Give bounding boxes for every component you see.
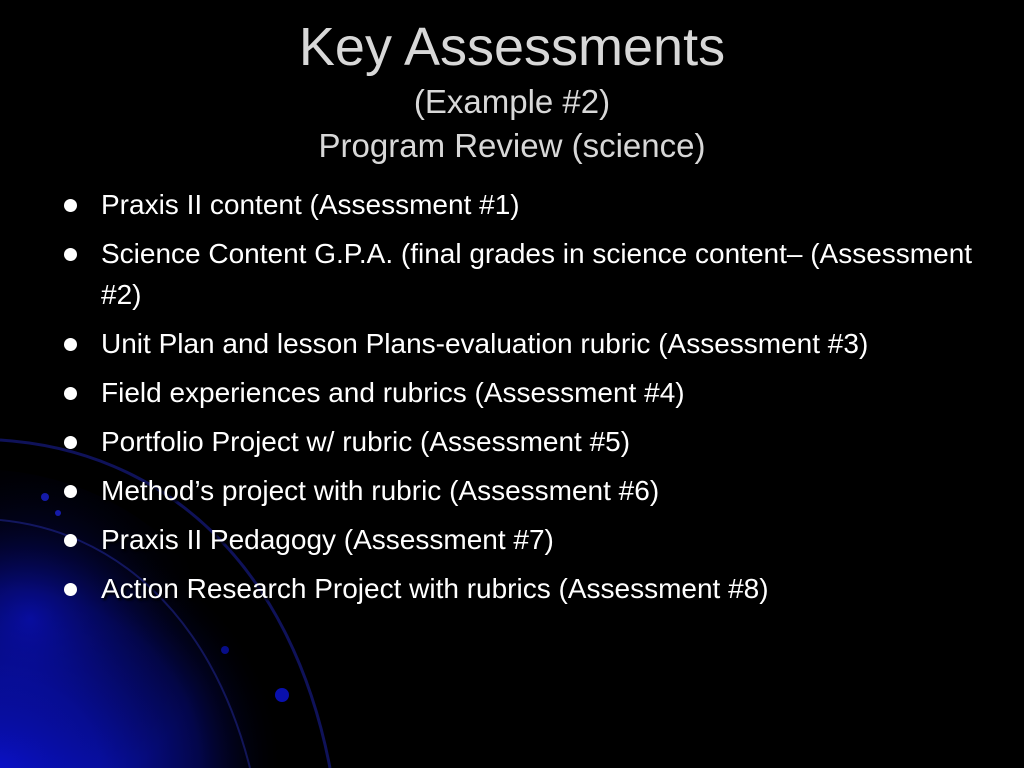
bullet-item [60,372,980,413]
bullet-item [60,421,980,462]
bullet-text: Unit Plan and lesson Plans-evaluation rubric (Assessment #3) [101,328,869,359]
bullet-text: Method’s project with rubric (Assessment #6) [101,475,660,506]
slide-title-block [0,14,1024,168]
bullet-dot-icon [64,436,77,449]
bullet-dot-icon [64,248,77,261]
bullet-text: Praxis II content (Assessment #1) [101,189,520,220]
bullet-text: Portfolio Project w/ rubric (Assessment #5) [101,426,631,457]
bullet-item [60,233,980,315]
bullet-item [60,470,980,511]
bullet-dot-icon [64,534,77,547]
slide-subtitle-example: (Example #2) [413,83,611,120]
bullet-text: Science Content G.P.A. (final grades in science content– (Assessment #2) [101,238,973,310]
bullet-text: Field experiences and rubrics (Assessment #4) [101,377,685,408]
slide-subtitle-program: Program Review (science) [318,127,706,164]
bullet-text: Praxis II Pedagogy (Assessment #7) [101,524,554,555]
bullet-dot-icon [64,199,77,212]
bullet-item [60,568,980,609]
bullet-dot-icon [64,387,77,400]
bullet-item [60,519,980,560]
bullet-item [60,323,980,364]
bullet-dot-icon [64,485,77,498]
bullet-dot-icon [64,583,77,596]
bullet-text: Action Research Project with rubrics (Assessment #8) [101,573,769,604]
bullet-item [60,184,980,225]
slide-title: Key Assessments [298,17,726,77]
bullet-dot-icon [64,338,77,351]
bullet-list [60,184,980,617]
